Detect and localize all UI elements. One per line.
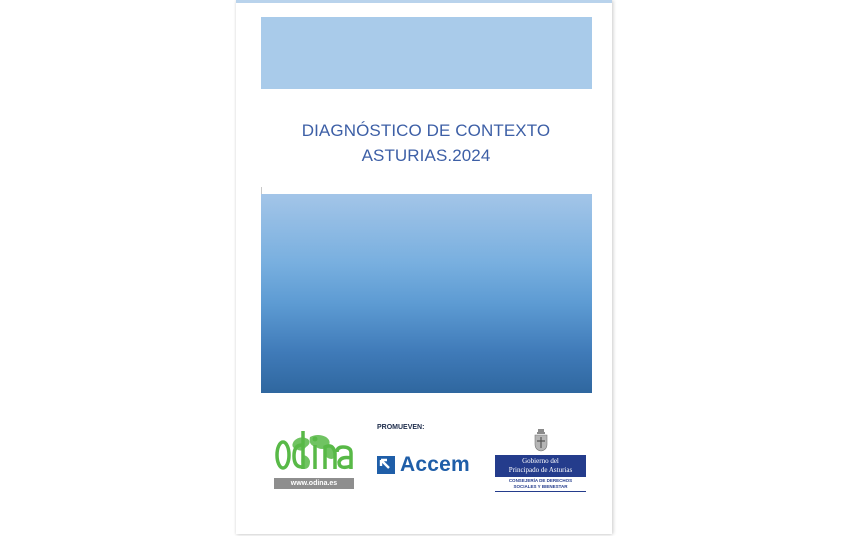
promueven-label: PROMUEVEN: [377,424,425,431]
gobierno-asturias-logo [495,428,588,494]
document-title [236,118,616,168]
odina-wordmark-icon [274,425,354,477]
gradient-color-band [261,194,592,393]
crest-icon [533,428,549,452]
odina-url: www.odina.es [274,478,354,489]
gobierno-line-2: Principado de Asturias [508,466,573,474]
gobierno-line-1: Gobierno del [522,457,559,465]
consejeria-line-1: CONSEJERÍA DE DERECHOS [508,478,573,483]
odina-logo [274,425,354,490]
document-page [236,0,612,534]
top-color-band [261,17,592,89]
title-line-1: DIAGNÓSTICO DE CONTEXTO [301,121,551,140]
accem-logo [377,454,470,476]
consejeria-line-2: SOCIALES Y BIENESTAR [513,484,568,489]
accem-wordmark: Accem [400,453,470,476]
gobierno-name-box [495,455,586,477]
accem-mark-icon [377,456,395,474]
consejeria-label [495,478,586,492]
title-line-2: ASTURIAS.2024 [361,146,491,165]
